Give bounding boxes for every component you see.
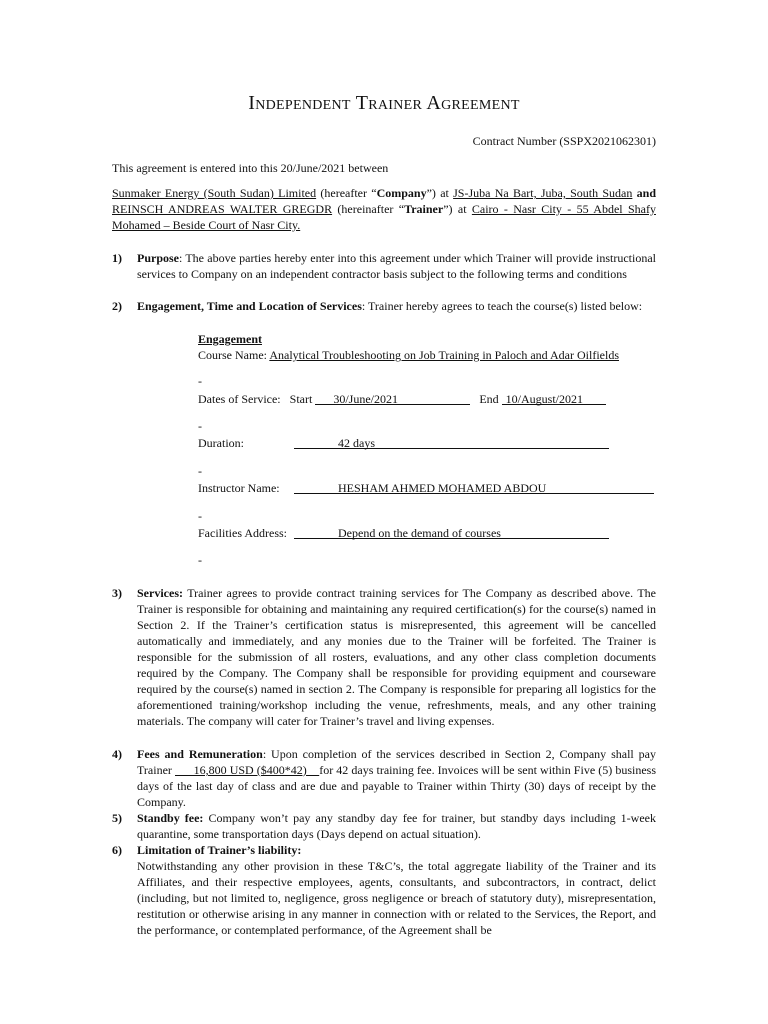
end-field — [502, 391, 606, 405]
duration-value: 42 days — [338, 436, 375, 450]
section-heading: Fees and Remuneration — [137, 747, 263, 761]
text-fragment: ”) at — [443, 202, 472, 216]
section-number: 6) — [112, 843, 122, 857]
text-fragment: (hereinafter “ — [332, 202, 405, 216]
trainer-address: Cairo - Nasr City - 55 Abdel Shafy Mohamed – Beside Court of Nasr City. — [112, 202, 656, 232]
section-number: 1) — [112, 251, 122, 265]
section-body: : Upon completion of the services described in Section 2, Company shall pay Trainer — [137, 747, 656, 777]
fee-amount: 16,800 USD ($400*42) — [175, 763, 320, 777]
trainer-term: Trainer — [404, 202, 444, 216]
intro-line: This agreement is entered into this 20/June/2021 between — [112, 161, 389, 175]
section-services — [137, 585, 656, 729]
and-word: and — [636, 186, 657, 200]
section-heading: Standby fee: — [137, 811, 204, 825]
company-name: Sunmaker Energy (South Sudan) Limited — [112, 186, 317, 200]
end-label: End — [479, 392, 499, 406]
instructor-field — [294, 480, 654, 494]
dash-marker: - — [198, 553, 202, 567]
section-standby — [137, 810, 656, 842]
instructor-label: Instructor Name: — [198, 481, 280, 495]
start-label: Start — [289, 392, 313, 406]
section-heading: Engagement, Time and Location of Services — [137, 299, 362, 313]
dash-marker: - — [198, 509, 202, 523]
course-label: Course Name: — [198, 348, 270, 362]
dash-marker: - — [198, 419, 202, 433]
engagement-subheading: Engagement — [198, 332, 262, 346]
contract-number: Contract Number (SSPX2021062301) — [472, 134, 656, 148]
section-number: 4) — [112, 747, 122, 761]
document-title: Independent Trainer Agreement — [248, 92, 520, 114]
section-fees — [137, 746, 656, 810]
facilities-label: Facilities Address: — [198, 526, 287, 540]
start-value: 30/June/2021 — [333, 392, 398, 406]
parties-paragraph — [112, 185, 656, 233]
section-purpose — [137, 250, 656, 282]
facilities-field — [294, 525, 609, 539]
section-heading: Services: — [137, 586, 183, 600]
section-body: : Trainer hereby agrees to teach the course(s) listed below: — [361, 299, 643, 313]
duration-row — [198, 435, 609, 451]
start-field — [315, 391, 470, 405]
section-body: for 42 days training fee. Invoices will be sent within Five (5) business days of the last day of class and are due and payable to Trainer within Thirty (30) days of receipt by the Company. — [137, 763, 657, 809]
section-heading: Limitation of Trainer’s liability: — [137, 843, 302, 857]
text-fragment: ”) at — [426, 186, 454, 200]
company-term: Company — [376, 186, 427, 200]
section-number: 5) — [112, 811, 122, 825]
trainer-name: REINSCH ANDREAS WALTER GREGDR — [112, 202, 333, 216]
facilities-value: Depend on the demand of courses — [338, 526, 501, 540]
instructor-value: HESHAM AHMED MOHAMED ABDOU — [338, 481, 547, 495]
facilities-row — [198, 525, 609, 541]
section-liability — [137, 842, 656, 938]
duration-field — [294, 435, 609, 449]
company-address: JS-Juba Na Bart, Juba, South Sudan — [453, 186, 633, 200]
end-value: 10/August/2021 — [505, 392, 583, 406]
dates-label: Dates of Service: — [198, 392, 281, 406]
section-heading: Purpose — [137, 251, 179, 265]
dash-marker: - — [198, 374, 202, 388]
course-name-row — [198, 347, 619, 363]
section-number: 3) — [112, 586, 122, 600]
duration-label: Duration: — [198, 436, 244, 450]
text-fragment: (hereafter “ — [316, 186, 377, 200]
section-body: Company won’t pay any standby day fee for trainer, but standby days including 1-week quarantine, some transportation days (Days depend on actual situation). — [137, 811, 656, 841]
course-value: Analytical Troubleshooting on Job Training in Paloch and Adar Oilfields — [269, 348, 619, 362]
section-engagement — [137, 298, 656, 314]
dash-marker: - — [198, 464, 202, 478]
section-body: Notwithstanding any other provision in these T&C’s, the total aggregate liability of the Trainer and its Affiliates, and their respective employees, agents, consultants, and subcontractors, in contract, delict (including, but not limited to, negligence, gross negligence or breach of statutory duty), misrepresentation, restitution or otherwise arising in any manner in connection with or related to the Services, the Report, and the performance, or contemplated performance, of the Agreement shall be — [137, 859, 656, 937]
section-number: 2) — [112, 299, 122, 313]
section-body: : The above parties hereby enter into this agreement under which Trainer will provide instructional services to Company on an independent contractor basis subject to the following terms and conditions — [137, 251, 656, 281]
instructor-row — [198, 480, 654, 496]
dates-row — [198, 391, 606, 407]
section-body: Trainer agrees to provide contract training services for The Company as described above. The Trainer is responsible for obtaining and maintaining any required certification(s) for the course(s) named in Section 2. If the Trainer’s certification status is misrepresented, this agreement will be cancelled automatically and immediately, and any monies due to the Trainer will be forfeited. The Trainer is responsible for the submission of all rosters, evaluations, and any other class completion documents required by the Company. The Company shall be responsible for providing equipment and courseware required by the course(s) named in section 2. The Company is responsible for preparing all logistics for the aforementioned training/workshop including the venue, refreshments, meals, and any other training materials. The company will cater for Trainer’s travel and living expenses. — [137, 586, 656, 728]
